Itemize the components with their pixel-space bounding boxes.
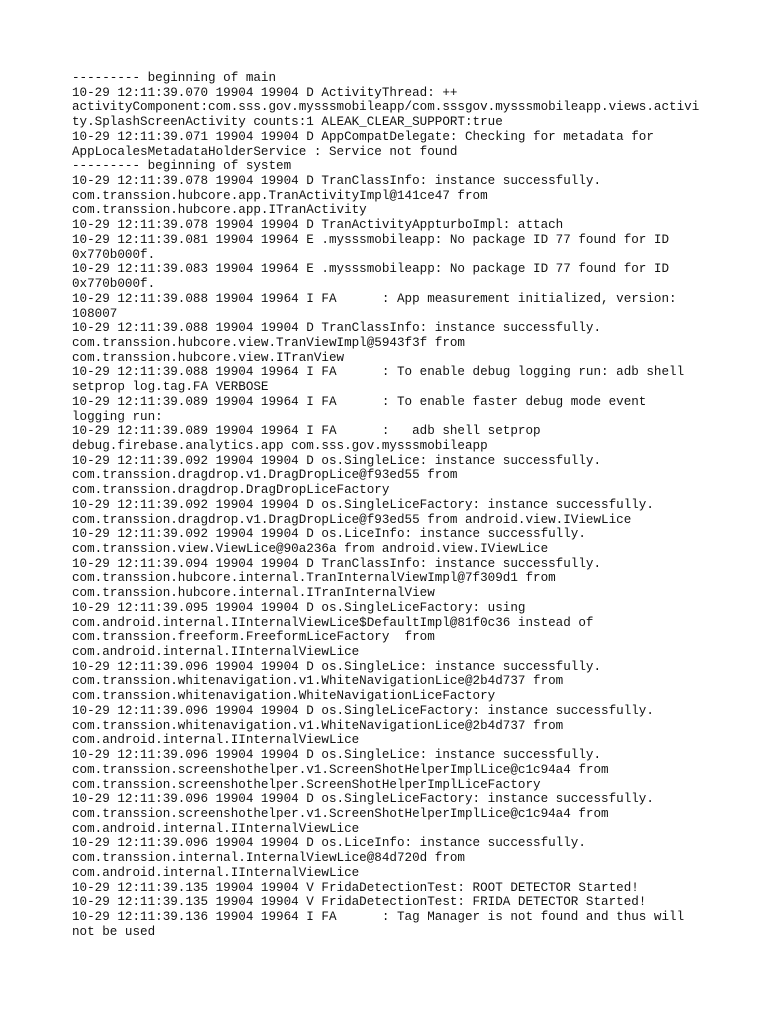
log-line: 10-29 12:11:39.096 19904 19904 D os.SingleLice: instance successfully. bbox=[72, 748, 602, 763]
log-line: 10-29 12:11:39.135 19904 19904 V FridaDetectionTest: FRIDA DETECTOR Started! bbox=[72, 895, 647, 910]
log-line: activityComponent:com.sss.gov.mysssmobileapp/com.sssgov.mysssmobileapp.views.activi bbox=[72, 100, 700, 115]
log-line: com.transsion.whitenavigation.v1.WhiteNavigationLice@2b4d737 from bbox=[72, 718, 564, 733]
log-line: com.transsion.hubcore.view.ITranView bbox=[72, 350, 345, 365]
log-line: --------- beginning of main bbox=[72, 71, 277, 85]
log-line: 10-29 12:11:39.092 19904 19904 D os.LiceInfo: instance successfully. bbox=[72, 527, 586, 542]
log-line: com.android.internal.IInternalViewLice bbox=[72, 733, 360, 748]
log-line: 10-29 12:11:39.095 19904 19904 D os.SingleLiceFactory: using bbox=[72, 600, 526, 615]
log-line: 10-29 12:11:39.092 19904 19904 D os.SingleLice: instance successfully. bbox=[72, 453, 602, 468]
log-line: AppLocalesMetadataHolderService : Service not found bbox=[72, 144, 458, 159]
log-line: com.transsion.screenshothelper.ScreenShotHelperImplLiceFactory bbox=[72, 777, 541, 792]
log-line: com.transsion.screenshothelper.v1.ScreenShotHelperImplLice@c1c94a4 from bbox=[72, 806, 609, 821]
log-line: 10-29 12:11:39.083 19904 19964 E .mysssmobileapp: No package ID 77 found for ID bbox=[72, 262, 670, 277]
log-line: 0x770b000f. bbox=[72, 277, 156, 292]
log-line: 10-29 12:11:39.096 19904 19904 D os.SingleLiceFactory: instance successfully. bbox=[72, 703, 654, 718]
log-line: 10-29 12:11:39.136 19904 19964 I FA : Tag Manager is not found and thus will bbox=[72, 909, 685, 924]
log-line: 10-29 12:11:39.092 19904 19904 D os.SingleLiceFactory: instance successfully. bbox=[72, 497, 654, 512]
log-line: com.transsion.internal.InternalViewLice@84d720d from bbox=[72, 851, 465, 866]
log-line: logging run: bbox=[72, 409, 163, 424]
log-line: com.transsion.freeform.FreeformLiceFactory from bbox=[72, 630, 435, 645]
log-line: 10-29 12:11:39.070 19904 19904 D ActivityThread: ++ bbox=[72, 85, 458, 100]
log-line: ty.SplashScreenActivity counts:1 ALEAK_CLEAR_SUPPORT:true bbox=[72, 115, 503, 130]
log-line: 108007 bbox=[72, 306, 118, 321]
log-line: --------- beginning of system bbox=[72, 159, 292, 174]
log-line: 10-29 12:11:39.089 19904 19964 I FA : To enable faster debug mode event bbox=[72, 394, 647, 409]
log-line: com.transsion.whitenavigation.v1.WhiteNavigationLice@2b4d737 from bbox=[72, 674, 564, 689]
log-line: 10-29 12:11:39.078 19904 19904 D TranActivityAppturboImpl: attach bbox=[72, 218, 564, 233]
log-output bbox=[72, 71, 712, 939]
log-line: com.transsion.dragdrop.DragDropLiceFactory bbox=[72, 483, 390, 498]
log-line: 0x770b000f. bbox=[72, 247, 156, 262]
log-line: com.android.internal.IInternalViewLice$DefaultImpl@81f0c36 instead of bbox=[72, 615, 594, 630]
log-line: 10-29 12:11:39.096 19904 19904 D os.SingleLice: instance successfully. bbox=[72, 659, 602, 674]
log-line: com.transsion.dragdrop.v1.DragDropLice@f93ed55 from bbox=[72, 468, 458, 483]
log-line: com.transsion.hubcore.app.ITranActivity bbox=[72, 203, 367, 218]
log-line: 10-29 12:11:39.078 19904 19904 D TranClassInfo: instance successfully. bbox=[72, 174, 602, 189]
log-line: com.transsion.hubcore.internal.ITranInternalView bbox=[72, 586, 435, 601]
log-line: com.transsion.dragdrop.v1.DragDropLice@f93ed55 from android.view.IViewLice bbox=[72, 512, 632, 527]
log-line: 10-29 12:11:39.088 19904 19904 D TranClassInfo: instance successfully. bbox=[72, 321, 602, 336]
log-line: com.transsion.screenshothelper.v1.ScreenShotHelperImplLice@c1c94a4 from bbox=[72, 762, 609, 777]
log-line: com.android.internal.IInternalViewLice bbox=[72, 645, 360, 660]
log-line: 10-29 12:11:39.094 19904 19904 D TranClassInfo: instance successfully. bbox=[72, 556, 602, 571]
log-line: 10-29 12:11:39.088 19904 19964 I FA : App measurement initialized, version: bbox=[72, 291, 677, 306]
log-line: com.transsion.hubcore.view.TranViewImpl@5943f3f from bbox=[72, 335, 465, 350]
log-line: 10-29 12:11:39.071 19904 19904 D AppCompatDelegate: Checking for metadata for bbox=[72, 129, 654, 144]
log-line: 10-29 12:11:39.089 19904 19964 I FA : adb shell setprop bbox=[72, 424, 541, 439]
log-line: com.android.internal.IInternalViewLice bbox=[72, 821, 360, 836]
log-line: com.transsion.hubcore.app.TranActivityImpl@141ce47 from bbox=[72, 188, 488, 203]
log-line: debug.firebase.analytics.app com.sss.gov.mysssmobileapp bbox=[72, 438, 488, 453]
log-line: 10-29 12:11:39.081 19904 19964 E .mysssmobileapp: No package ID 77 found for ID bbox=[72, 232, 670, 247]
log-line: com.transsion.whitenavigation.WhiteNavigationLiceFactory bbox=[72, 689, 496, 704]
log-line: 10-29 12:11:39.135 19904 19904 V FridaDetectionTest: ROOT DETECTOR Started! bbox=[72, 880, 639, 895]
log-line: 10-29 12:11:39.096 19904 19904 D os.SingleLiceFactory: instance successfully. bbox=[72, 792, 654, 807]
log-line: com.transsion.hubcore.internal.TranInternalViewImpl@7f309d1 from bbox=[72, 571, 556, 586]
log-line: 10-29 12:11:39.088 19904 19964 I FA : To enable debug logging run: adb shell bbox=[72, 365, 685, 380]
log-line: 10-29 12:11:39.096 19904 19904 D os.LiceInfo: instance successfully. bbox=[72, 836, 586, 851]
log-line: com.transsion.view.ViewLice@90a236a from android.view.IViewLice bbox=[72, 542, 549, 556]
log-line: setprop log.tag.FA VERBOSE bbox=[72, 380, 269, 395]
log-line: com.android.internal.IInternalViewLice bbox=[72, 865, 360, 880]
log-line: not be used bbox=[72, 924, 156, 939]
